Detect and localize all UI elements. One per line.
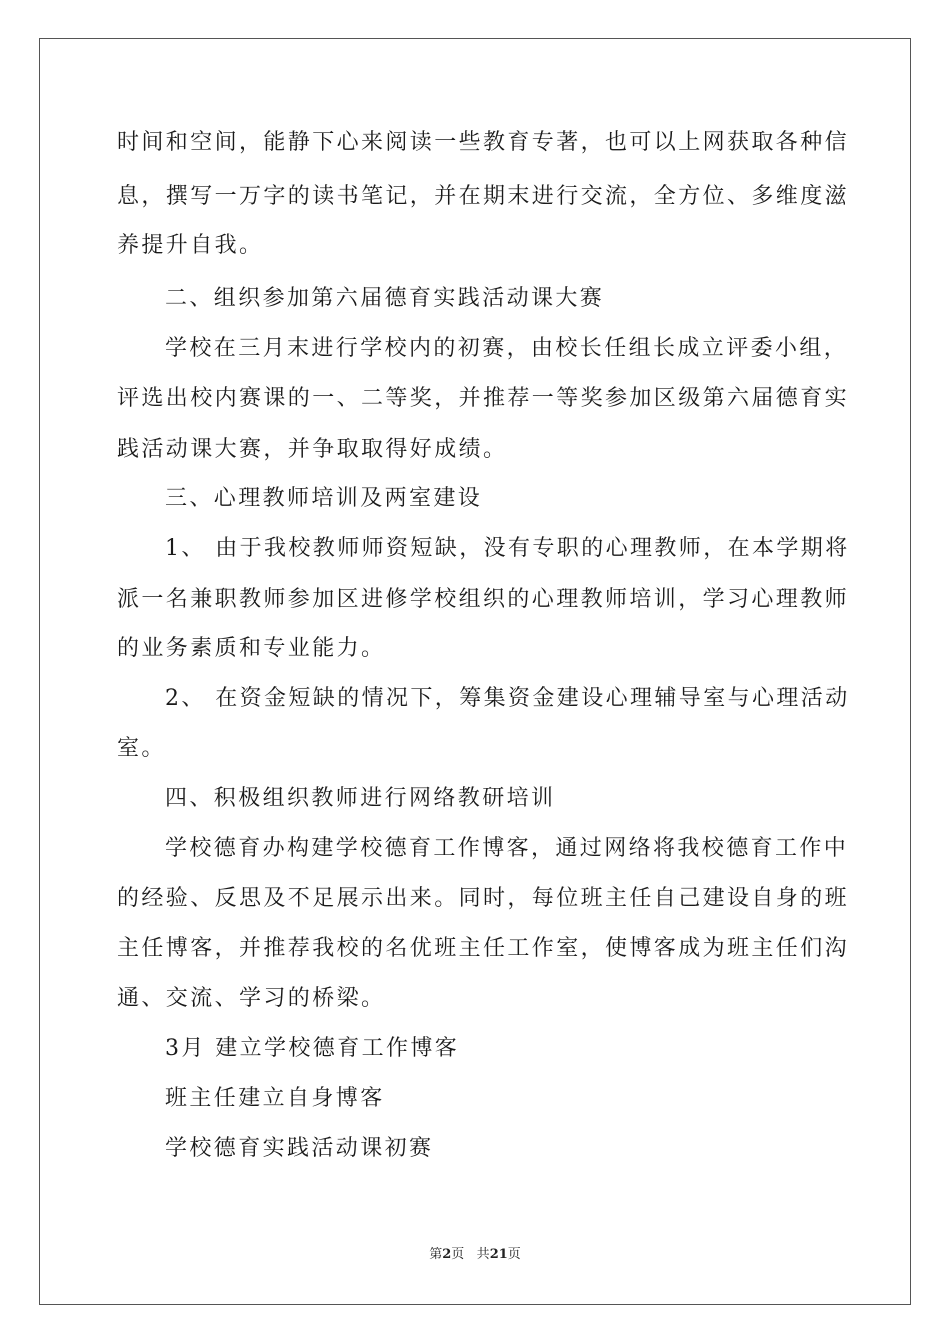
paragraph-line: 息，撰写一万字的读书笔记，并在期末进行交流，全方位、多维度滋: [117, 184, 850, 209]
schedule-item: 班主任建立自身博客: [165, 1086, 385, 1111]
schedule-item: 学校德育实践活动课初赛: [165, 1136, 434, 1161]
paragraph-line: 2、 在资金短缺的情况下，筹集资金建设心理辅导室与心理活动: [165, 686, 850, 711]
current-page-number: 2: [442, 1247, 452, 1262]
section-heading: 三、心理教师培训及两室建设: [165, 486, 483, 511]
paragraph-line: 的业务素质和专业能力。: [117, 636, 386, 661]
paragraph-line: 践活动课大赛，并争取取得好成绩。: [117, 437, 508, 462]
paragraph-line: 时间和空间，能静下心来阅读一些教育专著，也可以上网获取各种信: [117, 130, 850, 155]
schedule-item: 3月 建立学校德育工作博客: [165, 1036, 460, 1061]
footer-total-suffix: 页: [507, 1247, 521, 1262]
total-page-count: 21: [489, 1247, 508, 1262]
paragraph-line: 学校在三月末进行学校内的初赛，由校长任组长成立评委小组，: [165, 336, 849, 361]
footer-prefix: 第: [429, 1247, 443, 1262]
paragraph-line: 派一名兼职教师参加区进修学校组织的心理教师培训，学习心理教师: [117, 587, 850, 612]
footer-total-prefix: 共: [476, 1247, 490, 1262]
paragraph-line: 通、交流、学习的桥梁。: [117, 986, 386, 1011]
page-footer: [0, 1246, 950, 1264]
section-heading: 二、组织参加第六届德育实践活动课大赛: [165, 286, 605, 311]
paragraph-line: 室。: [117, 736, 166, 761]
paragraph-line: 评选出校内赛课的一、二等奖，并推荐一等奖参加区级第六届德育实: [117, 386, 850, 411]
page-border: [39, 38, 911, 1305]
paragraph-line: 养提升自我。: [117, 233, 264, 258]
paragraph-line: 的经验、反思及不足展示出来。同时，每位班主任自己建设自身的班: [117, 886, 850, 911]
section-heading: 四、积极组织教师进行网络教研培训: [165, 786, 556, 811]
footer-page-suffix: 页: [451, 1247, 465, 1262]
paragraph-line: 1、 由于我校教师师资短缺，没有专职的心理教师，在本学期将: [165, 536, 850, 561]
paragraph-line: 主任博客，并推荐我校的名优班主任工作室，使博客成为班主任们沟: [117, 936, 850, 961]
paragraph-line: 学校德育办构建学校德育工作博客，通过网络将我校德育工作中: [165, 836, 849, 861]
